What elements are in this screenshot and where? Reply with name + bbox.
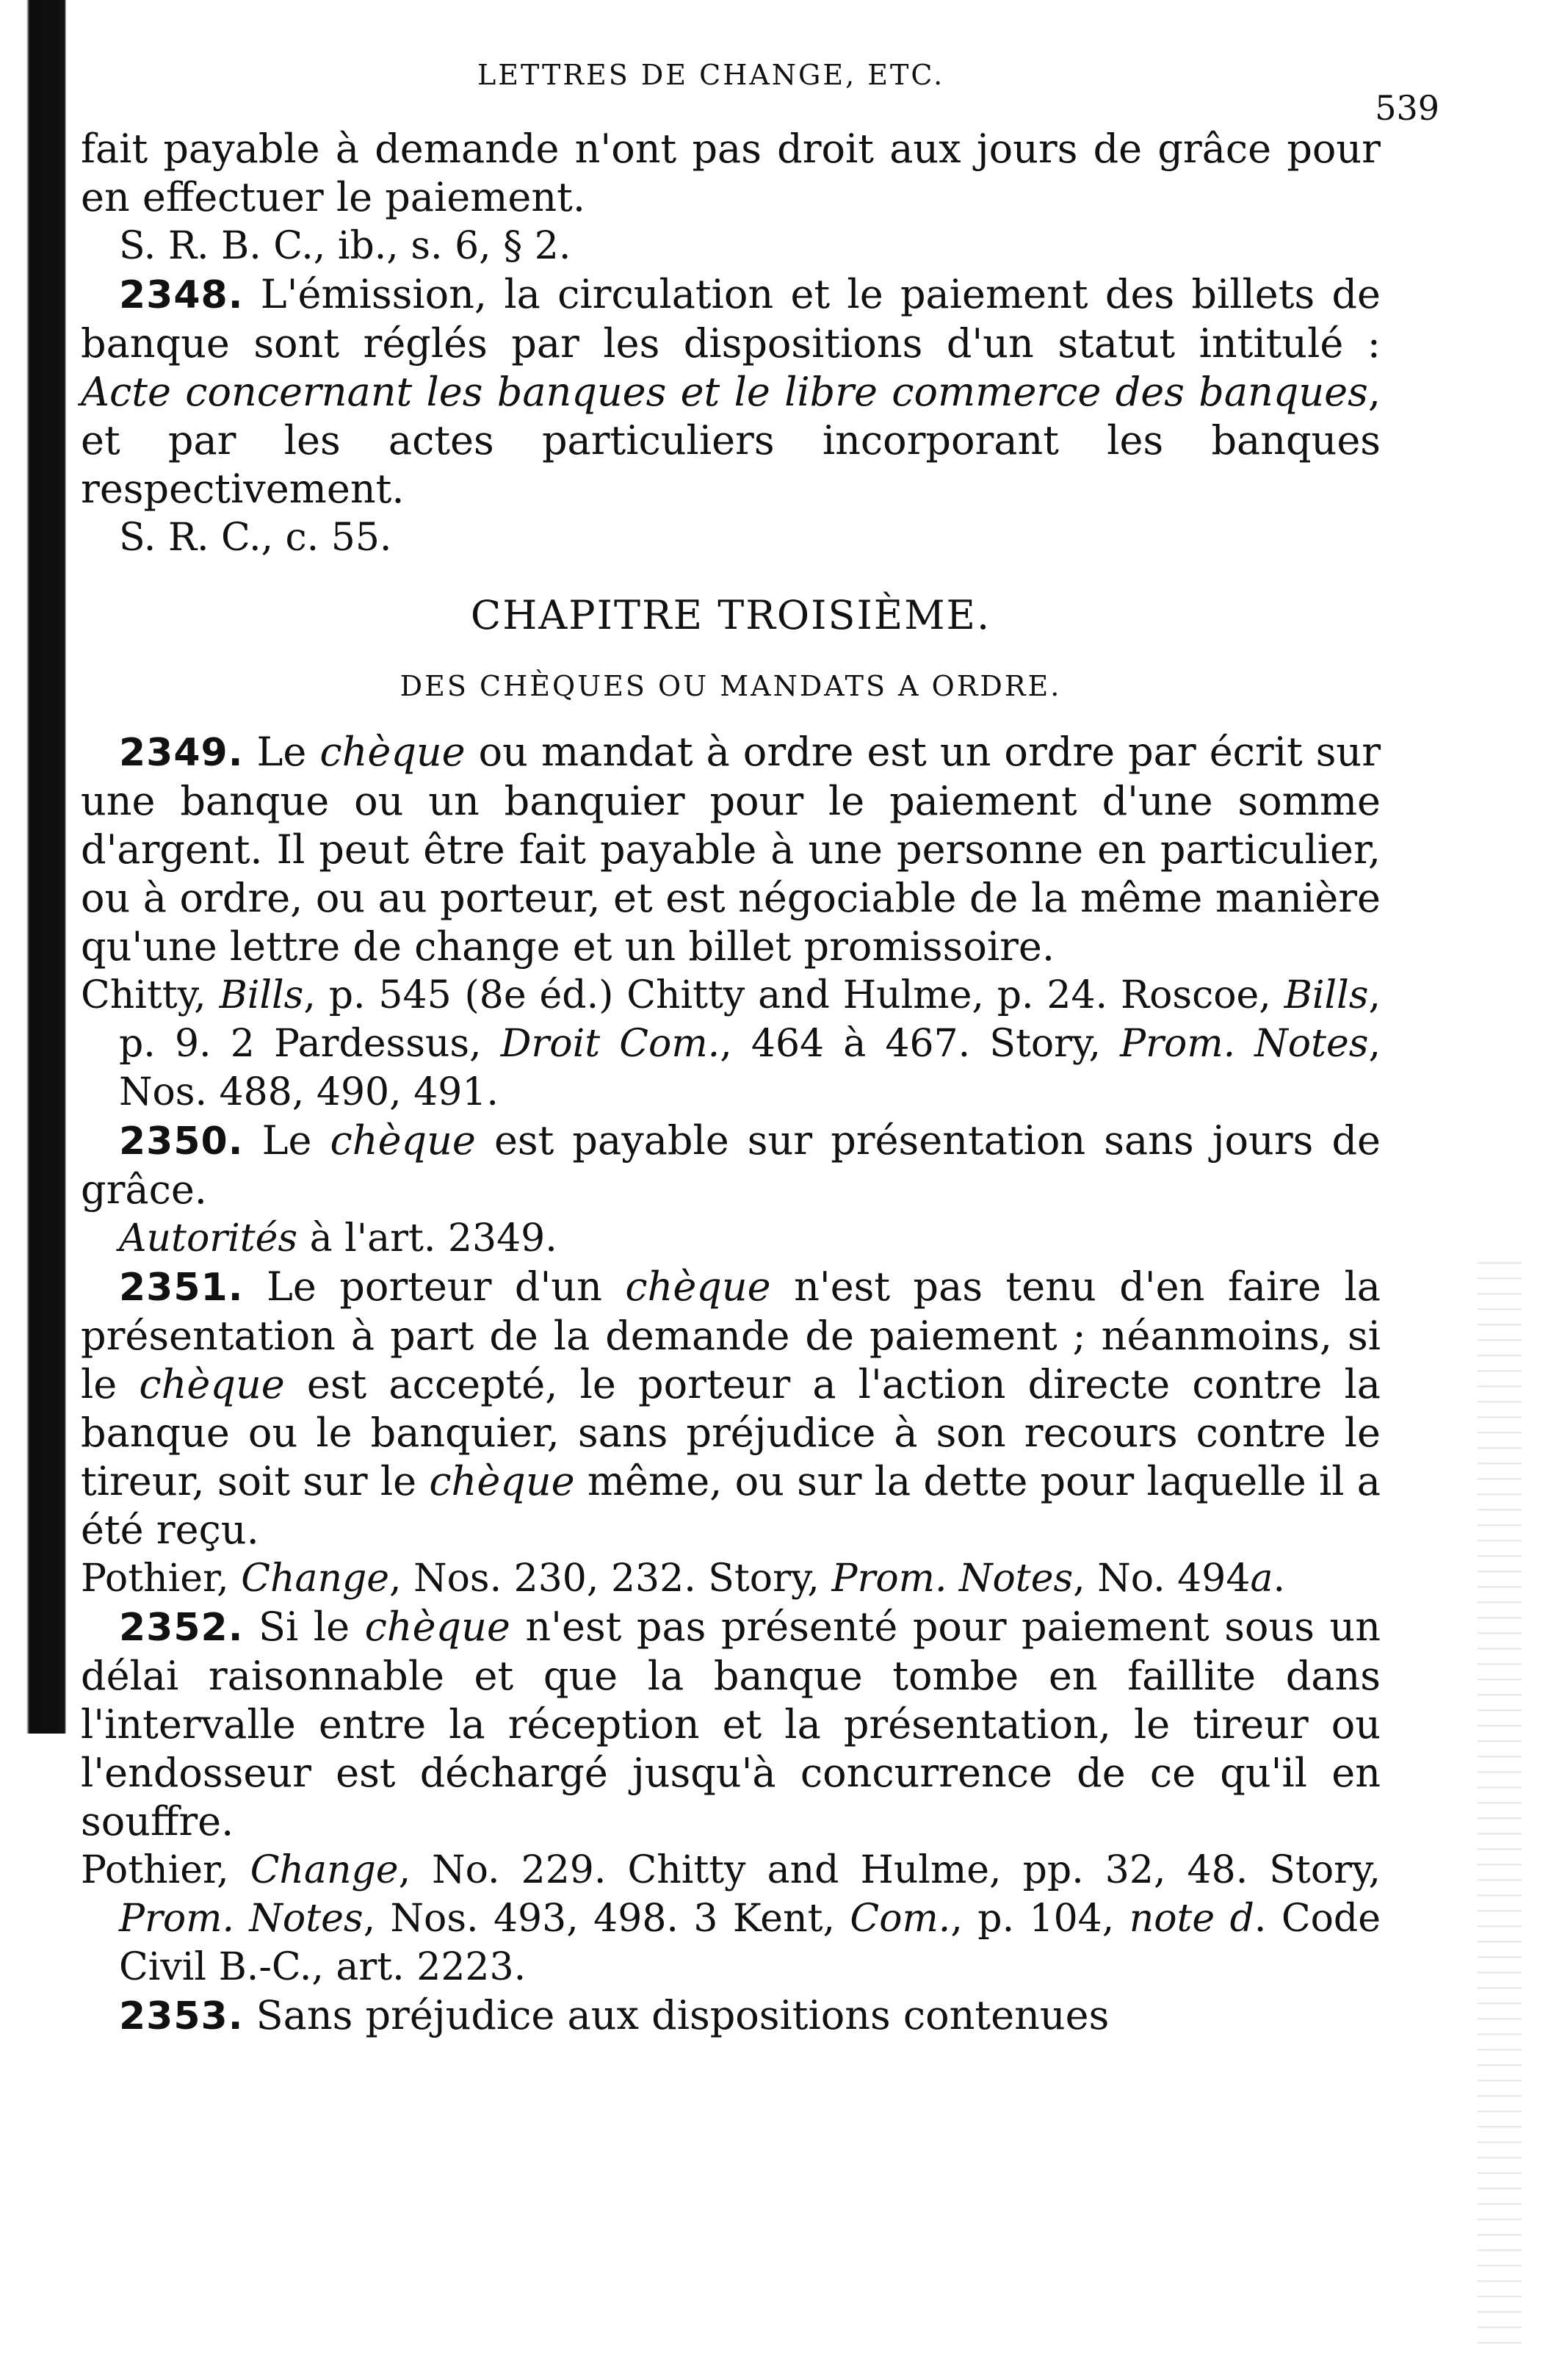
italic-term: chèque: [625, 1263, 771, 1310]
article-text: est payable sur présentation sans jours de grâce.: [81, 1117, 1381, 1213]
chapter-title: CHAPITRE TROISIÈME.: [470, 592, 991, 638]
article-text: Sans préjudice aux dispositions contenues: [243, 1992, 1110, 2038]
article-2348: [81, 270, 1381, 513]
citation-title: Droit Com.: [500, 1022, 720, 1066]
citation-title: Change: [250, 1848, 399, 1892]
italic-term: chèque: [139, 1361, 285, 1407]
article-2351-citation: [81, 1554, 1381, 1603]
article-text: Le: [243, 729, 320, 775]
article-text: L'émission, la circulation et le paiement des billets de banque sont réglés par les dispositions d'un statut intitulé :: [81, 271, 1381, 367]
page-body: [81, 125, 1381, 2041]
citation-title: Autorités: [119, 1216, 298, 1261]
article-text: même, ou sur la dette pour laquelle il a été reçu.: [81, 1458, 1381, 1553]
citation-text: , p. 545 (8e éd.) Chitty and Hulme, p. 24. Roscoe,: [303, 973, 1284, 1017]
binding-edge-shadow: [0, 0, 66, 1734]
article-2349: [81, 728, 1381, 971]
article-text: n'est pas tenu d'en faire la présentation à part de la demande de paiement ; néanmoins, si le: [81, 1263, 1381, 1407]
article-number: 2349.: [119, 731, 244, 775]
article-text: Si le: [243, 1604, 365, 1650]
citation-text: à l'art. 2349.: [297, 1216, 557, 1261]
citation-text: .: [1273, 1557, 1285, 1601]
page-number: 539: [1375, 88, 1439, 128]
article-text: ou mandat à ordre est un ordre par écrit sur une banque ou un banquier pour le paiement d'une somme d'argent. Il peut être fait payable à une personne en particulier, ou à ordre, ou au porteur, et est négociable de la même manière qu'une lettre de change et un billet promissoire.: [81, 729, 1381, 970]
article-2350-citation: [81, 1214, 1381, 1263]
citation-title: Bills: [1284, 973, 1369, 1017]
citation-title: a: [1250, 1557, 1273, 1601]
article-number: 2353.: [119, 1994, 244, 2038]
article-text: Le porteur d'un: [243, 1263, 626, 1310]
statute-title: Acte concernant les banques et le libre commerce des banques: [81, 369, 1368, 415]
citation-title: Com.: [850, 1897, 951, 1941]
intro-citation: S. R. B. C., ib., s. 6, § 2.: [119, 224, 571, 268]
article-2349-citation: [81, 971, 1381, 1117]
book-page: [81, 44, 1439, 2336]
citation-title: Prom. Notes: [119, 1897, 364, 1941]
citation-text: . Code Civil B.-C., art. 2223.: [119, 1897, 1381, 1989]
citation-text: , Nos. 230, 232. Story,: [389, 1557, 832, 1601]
citation-text: Pothier,: [81, 1848, 250, 1892]
intro-paragraph: fait payable à demande n'ont pas droit aux jours de grâce pour en effectuer le paiement.: [81, 126, 1381, 220]
section-title: DES CHÈQUES OU MANDATS A ORDRE.: [400, 670, 1062, 702]
article-2352: [81, 1603, 1381, 1846]
citation-text: , p. 104,: [950, 1897, 1129, 1941]
citation-text: , Nos. 488, 490, 491.: [119, 1022, 1381, 1114]
running-head: [81, 44, 1439, 128]
article-number: 2350.: [119, 1119, 244, 1164]
citation-text: , Nos. 493, 498. 3 Kent,: [363, 1897, 850, 1941]
citation-text: , No. 494: [1073, 1557, 1251, 1601]
citation-title: note d: [1129, 1897, 1254, 1941]
citation-title: Prom. Notes: [1120, 1022, 1369, 1066]
running-title: LETTRES DE CHANGE, ETC.: [477, 59, 945, 91]
article-number: 2352.: [119, 1606, 244, 1650]
article-number: 2351.: [119, 1266, 244, 1310]
citation-title: Change: [241, 1557, 390, 1601]
article-text: est accepté, le porteur a l'action directe contre la banque ou le banquier, sans préjudice à son recours contre le tireur, soit sur le: [81, 1361, 1381, 1504]
article-2353: [81, 1991, 1381, 2041]
article-2348-citation: S. R. C., c. 55.: [119, 516, 392, 560]
italic-term: chèque: [364, 1604, 510, 1650]
margin-noise: [1478, 1249, 1522, 2351]
article-2350: [81, 1117, 1381, 1214]
article-2352-citation: [81, 1846, 1381, 1991]
citation-text: , No. 229. Chitty and Hulme, pp. 32, 48. Story,: [398, 1848, 1381, 1892]
citation-text: , p. 9. 2 Pardessus,: [119, 973, 1381, 1066]
citation-title: Prom. Notes: [831, 1557, 1074, 1601]
citation-title: Bills: [219, 973, 304, 1017]
citation-text: Chitty,: [81, 973, 220, 1017]
article-number: 2348.: [119, 273, 244, 317]
article-text: Le: [243, 1117, 330, 1164]
italic-term: chèque: [330, 1117, 476, 1164]
italic-term: chèque: [429, 1458, 575, 1504]
article-text: , et par les actes particuliers incorporant les banques respectivement.: [81, 369, 1381, 512]
italic-term: chèque: [319, 729, 466, 775]
article-text: n'est pas présenté pour paiement sous un délai raisonnable et que la banque tombe en faillite dans l'intervalle entre la réception et la présentation, le tireur ou l'endosseur est déchargé jusqu'à concurrence de ce qu'il en souffre.: [81, 1604, 1381, 1844]
article-2351: [81, 1263, 1381, 1554]
citation-text: , 464 à 467. Story,: [720, 1022, 1121, 1066]
citation-text: Pothier,: [81, 1557, 242, 1601]
